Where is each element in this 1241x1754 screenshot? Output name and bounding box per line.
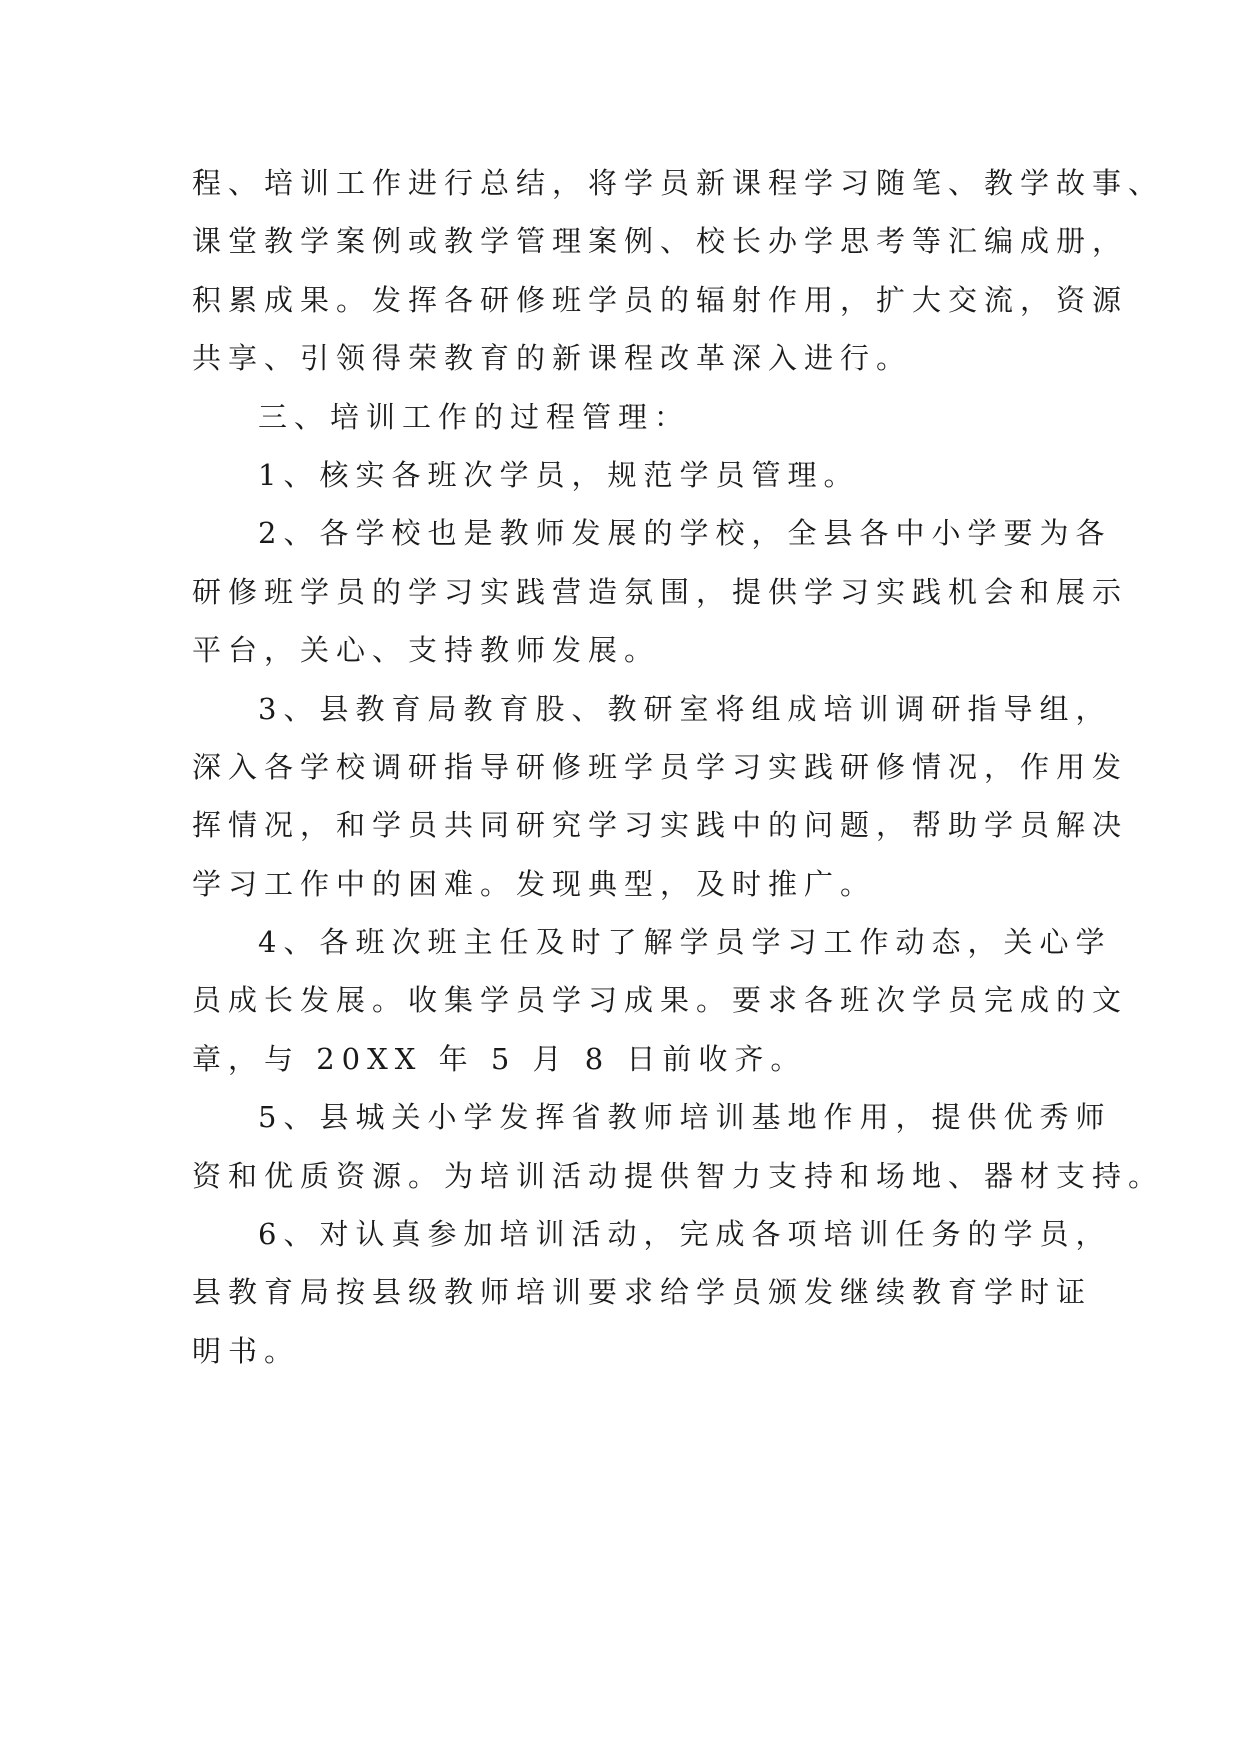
document-body	[192, 154, 1165, 1380]
text-line: 6、对认真参加培训活动，完成各项培训任务的学员，	[258, 1217, 1112, 1252]
text-line: 资和优质资源。为培训活动提供智力支持和场地、器材支持。	[192, 1158, 1165, 1193]
text-line: 明书。	[192, 1333, 301, 1368]
text-line: 4、各班次班主任及时了解学员学习工作动态，关心学	[258, 925, 1112, 960]
text-line: 员成长发展。收集学员学习成果。要求各班次学员完成的文	[192, 983, 1129, 1018]
text-line: 深入各学校调研指导研修班学员学习实践研修情况，作用发	[192, 749, 1129, 784]
text-line: 课堂教学案例或教学管理案例、校长办学思考等汇编成册，	[192, 224, 1129, 259]
text-line: 2、各学校也是教师发展的学校，全县各中小学要为各	[258, 516, 1112, 551]
text-line: 积累成果。发挥各研修班学员的辐射作用，扩大交流，资源	[192, 282, 1129, 317]
text-line: 共享、引领得荣教育的新课程改革深入进行。	[192, 341, 913, 376]
text-line: 5、县城关小学发挥省教师培训基地作用，提供优秀师	[258, 1100, 1112, 1135]
text-line: 章，与 20XX 年 5 月 8 日前收齐。	[192, 1041, 807, 1076]
text-line: 1、核实各班次学员，规范学员管理。	[258, 457, 860, 492]
text-line: 研修班学员的学习实践营造氛围，提供学习实践机会和展示	[192, 574, 1129, 609]
text-line: 平台，关心、支持教师发展。	[192, 633, 661, 668]
text-line: 3、县教育局教育股、教研室将组成培训调研指导组，	[258, 691, 1112, 726]
text-line: 挥情况，和学员共同研究学习实践中的问题，帮助学员解决	[192, 808, 1129, 843]
text-line: 程、培训工作进行总结，将学员新课程学习随笔、教学故事、	[192, 166, 1165, 200]
section-heading: 三、培训工作的过程管理：	[258, 399, 691, 434]
text-line: 县教育局按县级教师培训要求给学员颁发继续教育学时证	[192, 1275, 1093, 1310]
text-line: 学习工作中的困难。发现典型，及时推广。	[192, 866, 877, 901]
